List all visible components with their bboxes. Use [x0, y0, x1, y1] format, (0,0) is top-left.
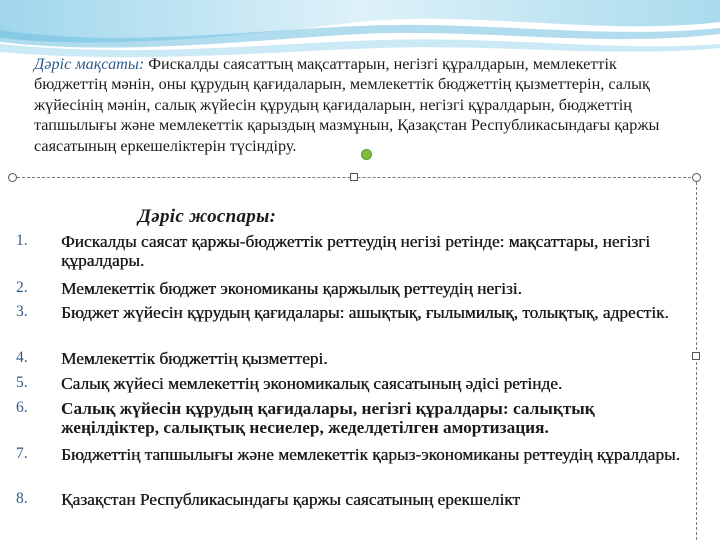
plan-item-text: Мемлекеттік бюджет экономиканы қаржылық реттеудің негізі.	[61, 279, 522, 298]
plan-item-text: Бюджеттің тапшылығы және мемлекеттік қарыз-экономиканы реттеудің құралдары.	[61, 445, 680, 464]
plan-item-number: 5.	[16, 374, 28, 391]
objective-text: Фискалды саясаттың мақсаттарын, негізгі құралдарын, мемлекеттік бюджеттің мәнін, оны құрудың қағидаларын, мемлекеттік бюджеттің қызметтерін, салық жүйесінің мәнін, салық жүйесін құрудың қағидаларын, негізгі құралдарын, бюджеттің тапшылығы және мемлекеттік қарыздың мазмұнын, Қазақстан Республикасындағы қаржы саясатының еркешеліктерін түсіндіру.	[34, 55, 660, 155]
plan-item-number: 8.	[16, 490, 28, 507]
lecture-objective	[34, 54, 694, 156]
plan-item-text: Қазақстан Республикасындағы қаржы саясатының ерекшелікт	[61, 490, 520, 509]
plan-item-number: 1.	[16, 232, 28, 249]
plan-item-text: Фискалды саясат қаржы-бюджеттік реттеудің негізі ретінде: мақсаттары, негізгі құралдары.	[61, 232, 650, 270]
plan-item-text: Салық жүйесі мемлекеттің экономикалық саясатының әдісі ретінде.	[61, 374, 563, 393]
resize-handle-top-right[interactable]	[692, 173, 701, 182]
plan-item-text: Бюджет жүйесін құрудың қағидалары: ашықтық, ғылымилық, толықтық, адрестік.	[61, 303, 669, 322]
plan-item-text: Салық жүйесін құрудың қағидалары, негізгі құралдары: салықтық жеңілдіктер, салықтық несиелер, жеделдетілген амортизация.	[61, 399, 595, 437]
plan-item-number: 4.	[16, 349, 28, 366]
plan-item-number: 2.	[16, 279, 28, 296]
rotate-handle[interactable]	[361, 149, 372, 160]
resize-handle-top-center[interactable]	[350, 173, 358, 181]
plan-title: Дәріс жоспары:	[138, 206, 277, 227]
plan-item-number: 3.	[16, 303, 28, 320]
resize-handle-right-center[interactable]	[692, 352, 700, 360]
objective-lead: Дәріс мақсаты:	[34, 55, 149, 73]
plan-item-number: 6.	[16, 399, 28, 416]
resize-handle-top-left[interactable]	[8, 173, 17, 182]
plan-item-text: Мемлекеттік бюджеттің қызметтері.	[61, 349, 328, 368]
plan-item-number: 7.	[16, 445, 28, 462]
